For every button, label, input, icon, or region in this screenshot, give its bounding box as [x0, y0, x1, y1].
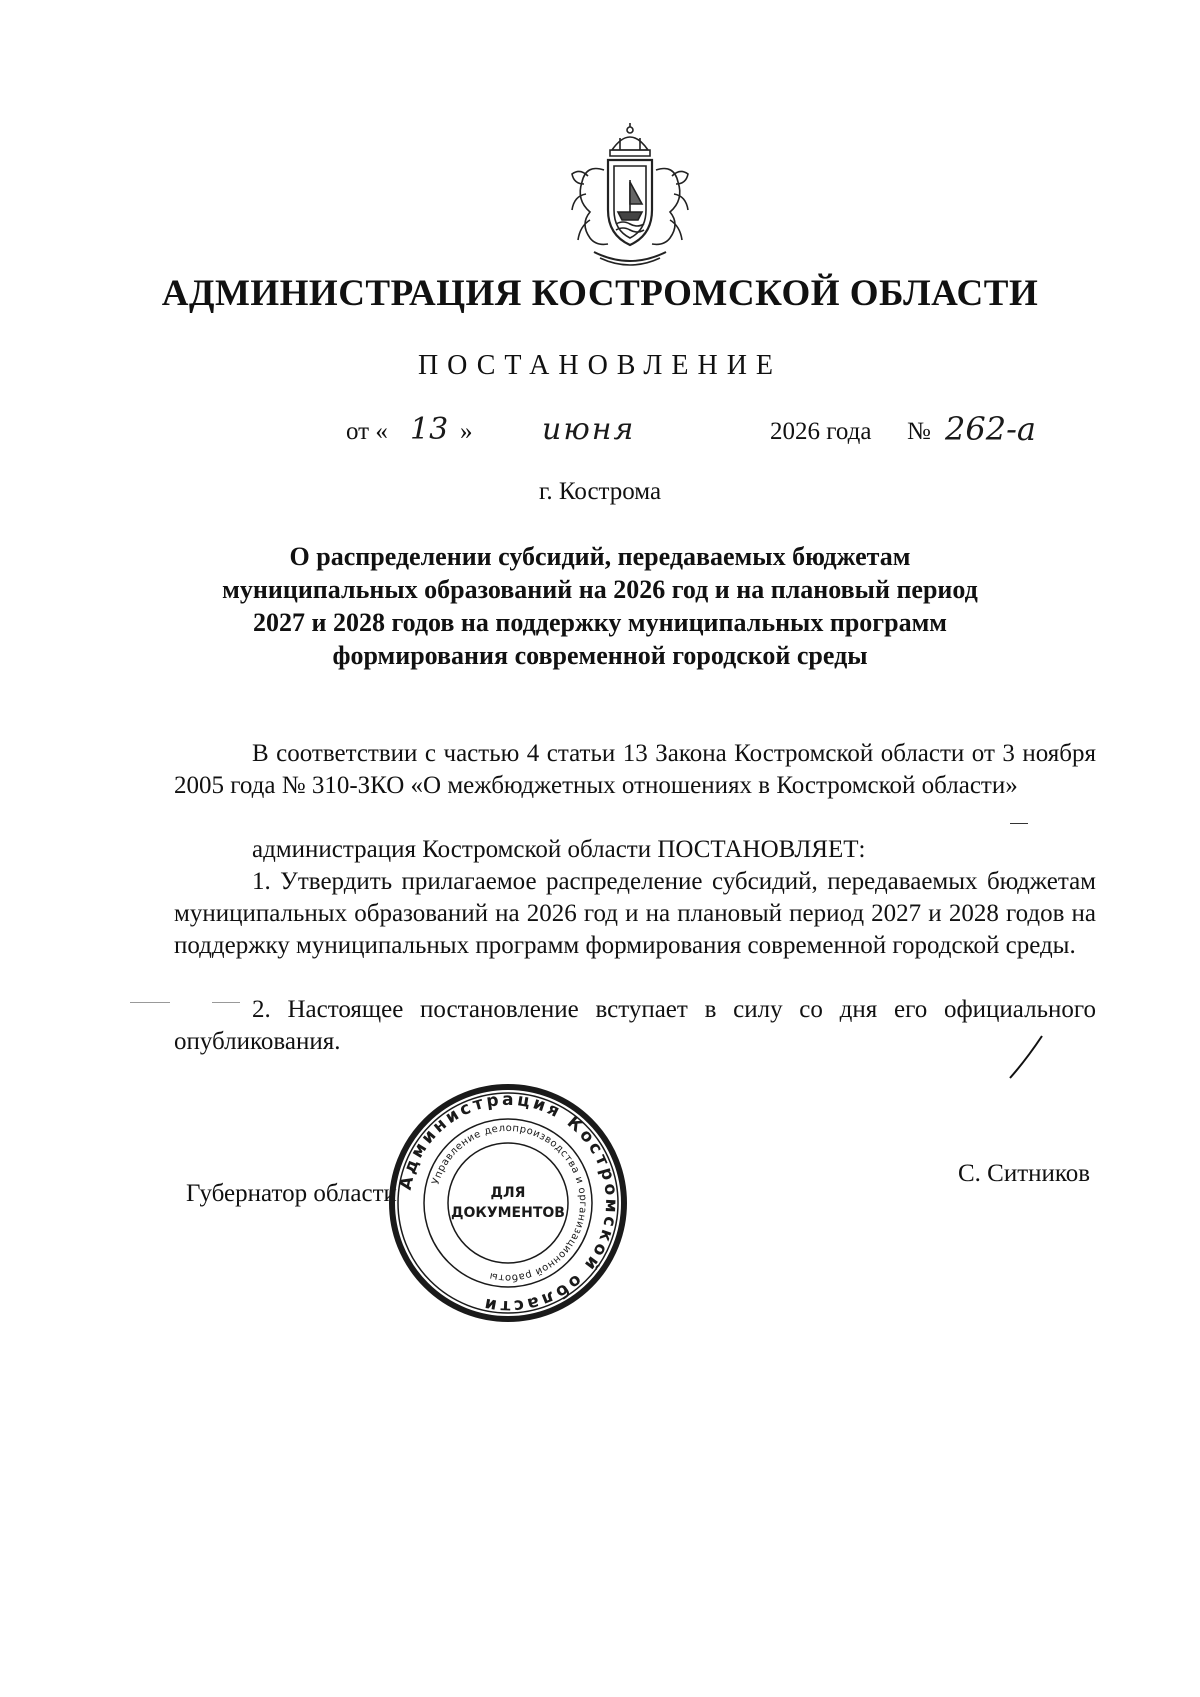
signer-name: С. Ситников	[958, 1160, 1091, 1187]
resolves-paragraph: администрация Костромской области ПОСТАНОВЛЯЕТ:	[252, 836, 866, 863]
coat-of-arms-icon	[550, 120, 710, 280]
date-day: 13	[410, 412, 449, 447]
subject-line: муниципальных образований на 2026 год и на плановый период	[222, 575, 978, 604]
organization-title: АДМИНИСТРАЦИЯ КОСТРОМСКОЙ ОБЛАСТИ	[161, 273, 1039, 314]
city: г. Кострома	[538, 478, 662, 505]
subject-line: О распределении субсидий, передаваемых бюджетам	[289, 542, 911, 571]
date-year: 2026 года	[770, 418, 872, 445]
handwritten-mark-icon	[1008, 1030, 1048, 1080]
stamp-inner-text: Управление делопроизводства и организационной работы	[430, 1122, 589, 1284]
document-type: ПОСТАНОВЛЕНИЕ	[417, 350, 783, 381]
scan-artifact	[212, 1002, 240, 1003]
official-stamp	[388, 1083, 628, 1323]
document-subject	[180, 540, 1020, 672]
date-month: июня	[542, 412, 636, 447]
number-sign: №	[907, 418, 931, 445]
preamble-paragraph: В соответствии с частью 4 статьи 13 Закона Костромской области от 3 ноября 2005 года № 310-ЗКО «О межбюджетных отношениях в Костромской области»	[174, 740, 1096, 799]
stamp-outer-text: Администрация Костромской области	[395, 1089, 622, 1317]
item-1-paragraph: 1. Утвердить прилагаемое распределение субсидий, передаваемых бюджетам муниципальных образований на 2026 год и на плановый период 2027 и 2028 годов на поддержку муниципальных программ формирования современной городской среды.	[174, 868, 1096, 959]
document-number: 262-а	[945, 410, 1036, 448]
scan-artifact	[130, 1002, 170, 1003]
subject-line: формирования современной городской среды	[332, 641, 868, 670]
stamp-center-line-1: ДЛЯ	[490, 1185, 526, 1201]
subject-line: 2027 и 2028 годов на поддержку муниципальных программ	[252, 608, 947, 637]
scan-artifact	[1010, 823, 1028, 824]
date-prefix: от «	[346, 418, 388, 445]
stamp-center-line-2: ДОКУМЕНТОВ	[451, 1205, 565, 1221]
signer-title: Губернатор области	[186, 1180, 397, 1207]
date-day-close: »	[460, 418, 473, 445]
item-2-paragraph: 2. Настоящее постановление вступает в силу со дня его официального опубликования.	[174, 996, 1096, 1055]
